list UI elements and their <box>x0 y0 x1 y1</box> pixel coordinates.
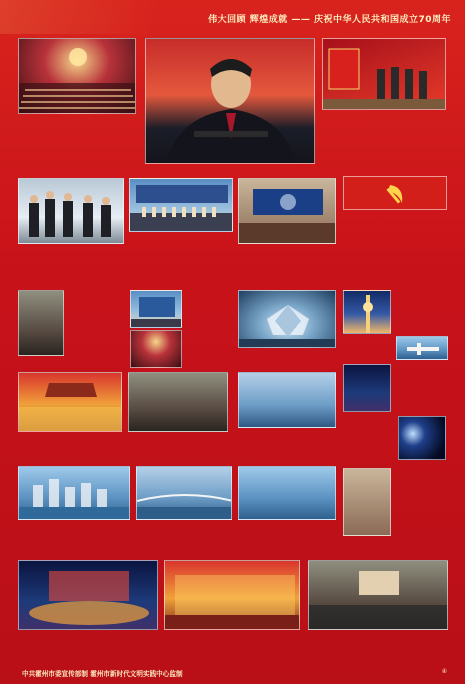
caption-block-21 <box>238 524 336 552</box>
photo-surgery-robot <box>343 468 391 536</box>
photo-tv-tower <box>343 290 391 334</box>
caption-block-12 <box>238 352 336 370</box>
caption-block-3 <box>322 146 446 170</box>
photo-airport <box>238 290 336 348</box>
expo-illustration <box>239 179 336 244</box>
photo-inspection-tour <box>18 178 124 244</box>
caption-block-11 <box>396 290 448 334</box>
caption-block-14 <box>18 436 122 460</box>
caption-block-19 <box>18 524 130 552</box>
header-band <box>0 0 465 34</box>
city-illustration <box>19 467 130 520</box>
poster-title: 伟大回顾 辉煌成就 —— 庆祝中华人民共和国成立70周年 <box>208 15 451 25</box>
caption-block-18 <box>396 468 448 538</box>
award-illustration <box>309 561 448 630</box>
photo-people-congress <box>18 290 64 356</box>
photo-gala-performance <box>18 560 158 630</box>
photo-seaside-skyline <box>238 466 336 520</box>
hall-illustration <box>19 39 136 114</box>
photo-meeting-room <box>130 290 182 328</box>
caption-block-16 <box>238 432 336 462</box>
festival-illustration <box>19 373 122 432</box>
photo-import-expo <box>238 178 336 244</box>
photo-celebration-show <box>164 560 300 630</box>
meeting-illustration <box>131 291 182 328</box>
caption-block-13 <box>396 364 448 412</box>
caption-block-1 <box>18 118 138 168</box>
photo-congress-hall <box>18 38 136 114</box>
caption-block-6 <box>238 248 336 278</box>
photo-lunar-rover <box>398 416 446 460</box>
bridge-illustration <box>137 467 232 520</box>
caption-block-7 <box>343 214 447 260</box>
forum-illustration <box>130 179 233 232</box>
tower-illustration <box>344 291 391 334</box>
celebration-illustration <box>165 561 300 630</box>
caption-block-15 <box>128 436 228 460</box>
caption-block-4 <box>18 248 126 278</box>
caption-block-2 <box>322 114 446 142</box>
caption-block-24 <box>308 634 448 660</box>
page-number: ④ <box>441 668 447 675</box>
caption-block-5 <box>129 236 233 276</box>
header-decoration <box>0 0 160 34</box>
caption-block-20 <box>136 524 232 552</box>
photo-chip-lab <box>343 364 391 412</box>
plane-illustration <box>397 337 448 360</box>
hammer-sickle-icon <box>344 177 447 210</box>
speech-illustration <box>146 39 315 164</box>
caption-block-22 <box>18 634 158 660</box>
caption-block-9 <box>68 290 126 360</box>
photo-belt-road-forum <box>129 178 233 232</box>
photo-party-oath <box>322 38 446 110</box>
photo-ceremony <box>130 330 182 368</box>
photo-waterfront-village <box>238 372 336 428</box>
caption-block-23 <box>164 634 300 660</box>
caption-block-8 <box>343 264 447 288</box>
tour-illustration <box>19 179 124 244</box>
airport-illustration <box>239 291 336 348</box>
photo-seaplane <box>396 336 448 360</box>
party-flag-panel <box>343 176 447 210</box>
photo-harvest-festival <box>18 372 122 432</box>
photo-leader-speech <box>145 38 315 164</box>
photo-village-visit <box>128 372 228 432</box>
footer-band <box>0 664 465 684</box>
footer-slogan: 中共霍州市委宣传部制 霍州市新时代文明实践中心监制 <box>22 670 183 678</box>
photo-award-ceremony <box>308 560 448 630</box>
photo-coastal-city <box>18 466 130 520</box>
oath-illustration <box>323 39 446 110</box>
photo-sea-bridge <box>136 466 232 520</box>
gala-illustration <box>19 561 158 630</box>
caption-block-17 <box>343 416 395 464</box>
caption-block-10 <box>186 290 236 368</box>
